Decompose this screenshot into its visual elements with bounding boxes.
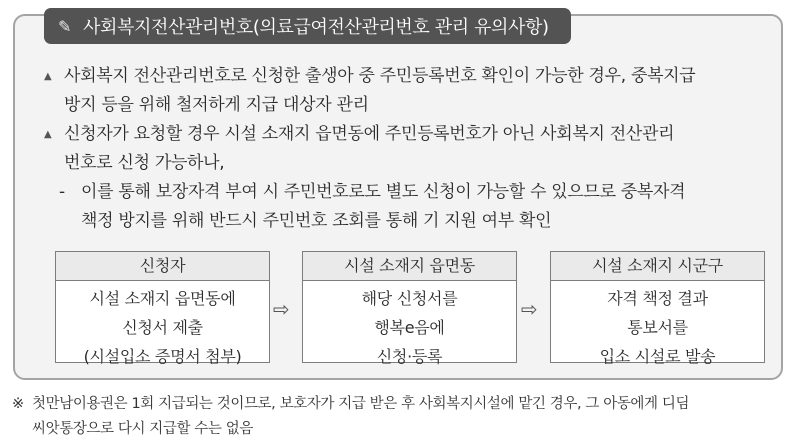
bullet-item	[44, 120, 774, 178]
note-mark: ※	[12, 396, 24, 412]
triangle-bullet-icon: ▲	[44, 129, 52, 140]
right-arrow-icon: ⇨	[273, 297, 290, 321]
flow-box-header: 시설 소재지 읍면동	[303, 252, 516, 281]
right-arrow-icon: ⇨	[521, 297, 538, 321]
flow-box-applicant	[55, 251, 270, 366]
footnote-line: 첫만남이용권은 1회 지급되는 것이므로, 보호자가 지급 받은 후 사회복지시설에 맡긴 경우, 그 아동에게 디딤	[32, 396, 690, 412]
flow-box-line: 행복e음에	[374, 318, 445, 337]
flow-box-town-office	[302, 251, 517, 366]
dash-marker: -	[59, 182, 65, 202]
flow-box-line: 시설 소재지 읍면동에	[89, 289, 236, 308]
flow-box-line: 입소 시설로 발송	[599, 347, 716, 366]
bullet-line: 방지 등을 위해 철저하게 지급 대상자 관리	[64, 95, 369, 115]
bullet-line: 신청자가 요청할 경우 시설 소재지 읍면동에 주민등록번호가 아닌 사회복지 전산관리	[64, 124, 675, 144]
footnote	[12, 392, 792, 442]
bullet-list	[44, 62, 774, 236]
flow-box-body	[56, 281, 269, 371]
flow-box-header: 신청자	[56, 252, 269, 281]
triangle-bullet-icon: ▲	[44, 71, 52, 82]
footnote-line: 씨앗통장으로 다시 지급할 수는 없음	[32, 421, 253, 437]
flow-box-line: 신청서 제출	[122, 318, 203, 337]
bullet-item	[44, 62, 774, 120]
pencil-icon: ✎	[58, 16, 72, 36]
flow-box-line: 해당 신청서를	[361, 289, 458, 308]
flow-box-line: 자격 책정 결과	[607, 289, 708, 308]
flow-box-line: 통보서를	[627, 318, 688, 337]
flow-box-city-office	[550, 251, 765, 366]
flow-box-body	[303, 281, 516, 371]
bullet-line: 번호로 신청 가능하나,	[64, 153, 225, 173]
sub-bullet-line: 책정 방지를 위해 반드시 주민번호 조회를 통해 기 지원 여부 확인	[81, 211, 552, 231]
section-title: 사회복지전산관리번호(의료급여전산관리번호 관리 유의사항)	[83, 17, 549, 38]
sub-bullet-line: 이를 통해 보장자격 부여 시 주민번호로도 별도 신청이 가능할 수 있으므로 중복자격	[81, 182, 686, 202]
bullet-line: 사회복지 전산관리번호로 신청한 출생아 중 주민등록번호 확인이 가능한 경우, 중복지급	[64, 66, 696, 86]
section-title-tab	[44, 8, 571, 44]
flow-box-line: (시설입소 증명서 첨부)	[83, 347, 242, 366]
flow-box-line: 신청·등록	[376, 347, 443, 366]
sub-bullet-item	[44, 178, 774, 236]
flow-box-body	[551, 281, 764, 371]
flow-box-header: 시설 소재지 시군구	[551, 252, 764, 281]
